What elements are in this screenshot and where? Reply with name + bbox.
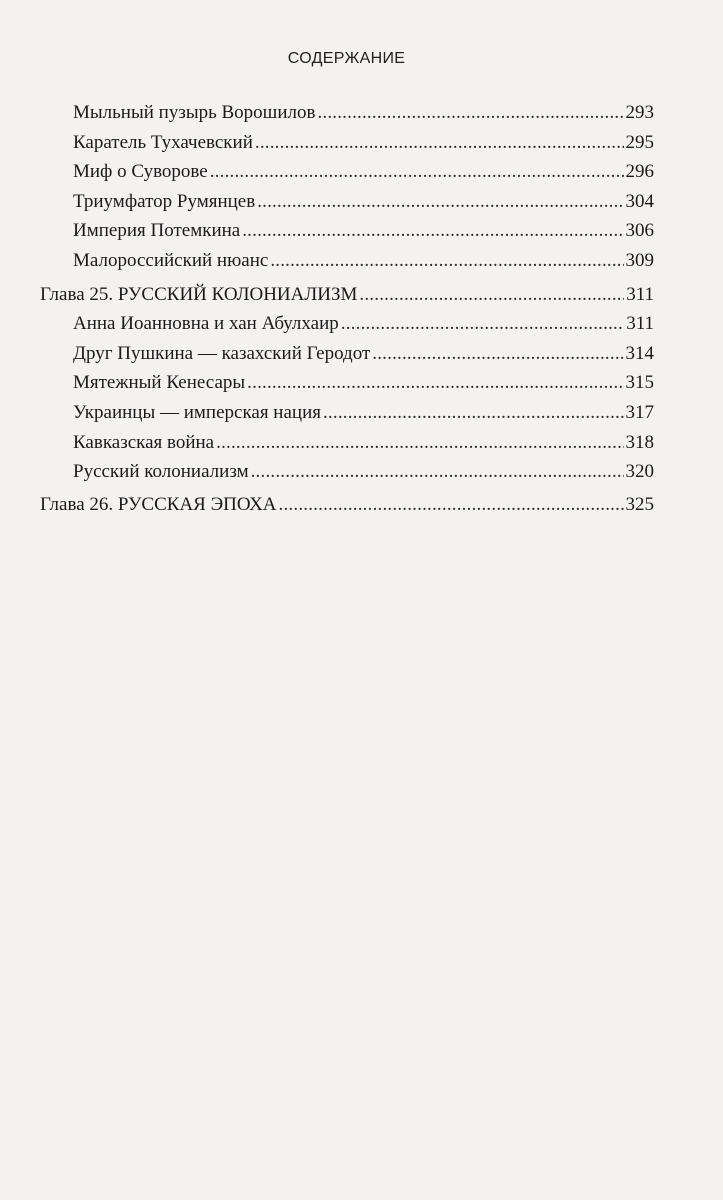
toc-leader-dots xyxy=(279,490,624,520)
toc-entry-page: 318 xyxy=(625,431,654,453)
toc-chapter-title: Глава 26. РУССКАЯ ЭПОХА xyxy=(40,493,277,515)
toc-entry xyxy=(0,157,654,187)
toc-leader-dots xyxy=(317,98,623,128)
toc-chapter-page: 325 xyxy=(625,493,654,515)
page-heading: СОДЕРЖАНИЕ xyxy=(287,50,406,67)
toc-chapter-entry xyxy=(0,490,654,520)
toc-entry-title: Анна Иоанновна и хан Абулхаир xyxy=(73,313,339,335)
toc-entry-page: 320 xyxy=(625,461,654,483)
toc-entry-title: Миф о Суворове xyxy=(73,161,208,183)
toc-entry xyxy=(0,216,654,246)
toc-entry-page: 314 xyxy=(625,342,654,364)
toc-entry-page: 304 xyxy=(625,190,654,212)
toc-entry xyxy=(0,187,654,217)
toc-chapter-entry xyxy=(0,280,654,310)
toc-entry xyxy=(0,398,654,428)
toc-entry-title: Русский колониализм xyxy=(73,461,249,483)
toc-chapter-title: Глава 25. РУССКИЙ КОЛОНИАЛИЗМ xyxy=(40,283,358,305)
toc-entry-title: Кавказская война xyxy=(73,431,215,453)
toc-entry-page: 293 xyxy=(625,102,654,123)
toc-leader-dots xyxy=(341,309,624,339)
toc-entry xyxy=(0,98,654,128)
toc-entry xyxy=(0,368,654,398)
table-of-contents xyxy=(0,98,723,519)
toc-leader-dots xyxy=(270,246,623,276)
toc-leader-dots xyxy=(372,339,623,369)
toc-leader-dots xyxy=(247,368,623,398)
toc-entry-page: 306 xyxy=(625,220,654,242)
toc-entry-title: Триумфатор Румянцев xyxy=(73,190,256,212)
show-through-text xyxy=(0,580,723,598)
toc-entry xyxy=(0,128,654,158)
toc-leader-dots xyxy=(210,157,624,187)
toc-leader-dots xyxy=(359,280,624,310)
toc-entry-title: Мятежный Кенесары xyxy=(73,372,246,394)
toc-entry-page: 296 xyxy=(625,161,654,183)
toc-leader-dots xyxy=(242,216,623,246)
toc-entry xyxy=(0,339,654,369)
toc-entry-title: Каратель Тухачевский xyxy=(73,131,253,153)
toc-entry xyxy=(0,457,654,487)
toc-entry-page: 309 xyxy=(625,249,654,271)
toc-entry-page: 317 xyxy=(625,401,654,423)
toc-leader-dots xyxy=(216,428,623,458)
toc-entry xyxy=(0,246,654,276)
toc-chapter-page: 311 xyxy=(626,283,654,305)
toc-entry-page: 315 xyxy=(625,372,654,394)
toc-leader-dots xyxy=(323,398,624,428)
toc-leader-dots xyxy=(255,128,624,158)
toc-leader-dots xyxy=(257,187,623,217)
toc-leader-dots xyxy=(251,457,624,487)
toc-entry-page: 295 xyxy=(625,131,654,153)
toc-entry-title: Малороссийский нюанс xyxy=(73,249,269,271)
toc-entry-title: Империя Потемкина xyxy=(73,220,241,242)
toc-entry-title: Друг Пушкина — казахский Геродот xyxy=(73,342,371,364)
toc-entry-title: Мыльный пузырь Ворошилов xyxy=(73,102,316,123)
toc-entry-page: 311 xyxy=(626,313,654,335)
toc-entry xyxy=(0,428,654,458)
toc-entry xyxy=(0,309,654,339)
toc-entry-title: Украинцы — имперская нация xyxy=(73,401,321,423)
